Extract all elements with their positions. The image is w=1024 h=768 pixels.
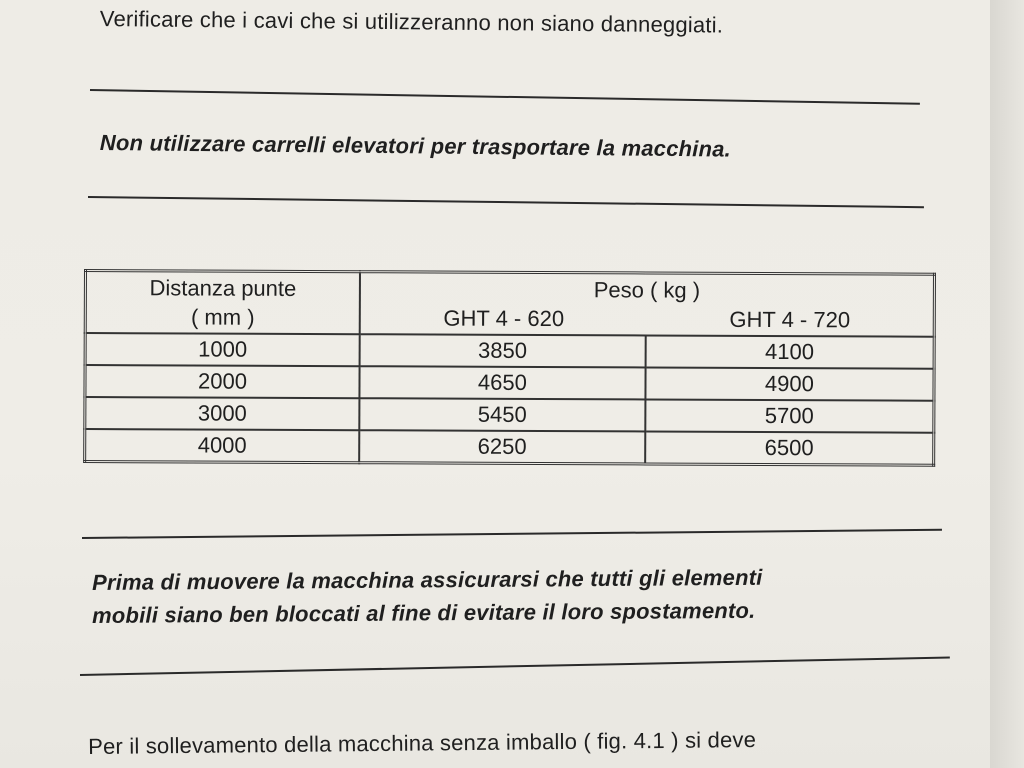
header-model-a: GHT 4 - 620 [443,305,565,332]
header-distance-label: Distanza punte [149,275,297,301]
header-model-b: GHT 4 - 720 [729,306,851,333]
cell-distance: 3000 [85,397,360,430]
move-warning-line1: Prima di muovere la macchina assicurarsi che tutti gli elementi [92,564,763,595]
forklift-warning-text: Non utilizzare carrelli elevatori per trasportare la macchina. [99,130,732,162]
cable-check-text: Verificare che i cavi che si utilizzeranno non siano danneggiati. [99,6,724,38]
table-row [85,365,934,401]
lifting-instructions-text: Per il sollevamento della macchina senza imballo ( fig. 4.1 ) si deve [88,727,757,759]
cell-distance: 1000 [85,333,360,366]
table-header-weight [360,272,935,337]
table-header-distance [85,271,360,335]
cell-weight-b: 4100 [645,335,934,368]
cell-weight-b: 5700 [645,399,934,432]
cell-weight-a: 6250 [359,430,645,464]
header-weight-label: Peso ( kg ) [593,277,701,303]
table-row [85,333,934,369]
page-edge [990,0,1024,768]
weight-table [83,269,936,467]
cell-weight-a: 5450 [359,398,645,431]
cell-weight-a: 4650 [359,366,645,399]
table-row [85,397,934,433]
header-distance-unit: ( mm ) [190,304,255,330]
move-warning-line2: mobili siano ben bloccati al fine di evitare il loro spostamento. [92,597,756,628]
cell-weight-b: 4900 [645,367,934,400]
cell-distance: 4000 [85,429,360,463]
cell-weight-a: 3850 [360,334,646,367]
cell-distance: 2000 [85,365,360,398]
cell-weight-b: 6500 [645,431,934,465]
table-row [85,429,934,465]
